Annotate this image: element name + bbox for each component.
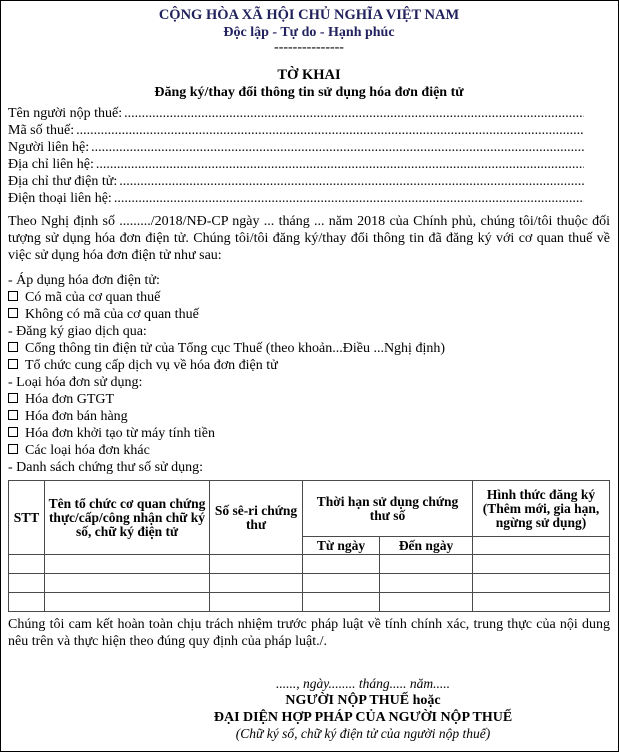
field-input-line[interactable] (76, 122, 584, 139)
field-label: Người liên hệ: (8, 140, 90, 155)
table-cell (9, 574, 45, 593)
form-subtitle: Đăng ký/thay đổi thông tin sử dụng hóa đơn điện tử (154, 85, 464, 100)
checkbox-icon (8, 410, 18, 420)
section-danh-sach-chung-thu (8, 459, 610, 476)
col-header-stt: STT (9, 481, 45, 555)
option-label: Tổ chức cung cấp dịch vụ về hóa đơn điện tử (25, 358, 278, 373)
option-hoa-don-khac[interactable] (8, 442, 610, 459)
checkbox-icon (8, 291, 18, 301)
section-dang-ky-giao-dich (8, 323, 610, 340)
field-label: Tên người nộp thuế: (8, 106, 123, 121)
field-input-line[interactable] (91, 139, 584, 156)
signature-date-line: ......, ngày........ tháng..... năm..... (276, 676, 450, 691)
table-cell (210, 555, 303, 574)
col-header-empty-cell (473, 537, 610, 555)
option-hoa-don-may-tinh-tien[interactable] (8, 425, 610, 442)
field-contact-address[interactable] (8, 156, 610, 173)
table-row (9, 574, 610, 593)
table-cell (380, 593, 473, 612)
col-header-from-date: Từ ngày (303, 537, 380, 555)
option-label: Hóa đơn bán hàng (25, 409, 128, 424)
national-motto: Độc lập - Tự do - Hạnh phúc (223, 25, 395, 40)
option-label: Cổng thông tin điện tử của Tổng cục Thuế (theo khoản...Điều ...Nghị định) (25, 341, 445, 356)
checkbox-icon (8, 444, 18, 454)
field-input-line[interactable] (96, 156, 584, 173)
col-header-to-date: Đến ngày (380, 537, 473, 555)
table-cell (473, 593, 610, 612)
table-cell (45, 555, 210, 574)
option-khong-co-ma-co-quan-thue[interactable] (8, 306, 610, 323)
section-loai-hoa-don (8, 374, 610, 391)
field-label: Địa chỉ liên hệ: (8, 157, 94, 172)
option-hoa-don-ban-hang[interactable] (8, 408, 610, 425)
signature-note: (Chữ ký số, chữ ký điện tử của người nộp thuế) (235, 726, 491, 741)
signer-title-line1: NGƯỜI NỘP THUẾ hoặc (285, 693, 441, 708)
field-input-line[interactable] (124, 105, 584, 122)
taxpayer-info-fields (8, 105, 610, 207)
checkbox-icon (8, 393, 18, 403)
checkbox-icon (8, 427, 18, 437)
table-cell (9, 555, 45, 574)
field-input-line[interactable] (119, 173, 584, 190)
table-cell (303, 555, 380, 574)
header-divider: --------------- (274, 40, 344, 55)
field-label: Địa chỉ thư điện tử: (8, 174, 118, 189)
field-label: Mã số thuế: (8, 123, 75, 138)
checkbox-icon (8, 342, 18, 352)
option-label: Các loại hóa đơn khác (25, 443, 150, 458)
checkbox-icon (8, 359, 18, 369)
option-co-ma-co-quan-thue[interactable] (8, 289, 610, 306)
field-tax-code[interactable] (8, 122, 610, 139)
intro-paragraph: Theo Nghị định số ........./2018/NĐ-CP ngày ... tháng ... năm 2018 của Chính phủ, chúng tôi/tôi thuộc đối tượng sử dụng hóa đơn điện tử. Chúng tôi/tôi đăng ký/thay đổi thông tin đã đăng ký với cơ quan thuế về việc sử dụng hóa đơn điện tử như sau: (8, 214, 610, 263)
table-cell (303, 574, 380, 593)
option-cong-thong-tin-tong-cuc-thue[interactable] (8, 340, 610, 357)
section-label: - Áp dụng hóa đơn điện tử: (8, 273, 160, 288)
col-header-org: Tên tổ chức cơ quan chứng thực/cấp/công nhận chữ ký số, chữ ký điện tử (45, 481, 210, 555)
section-ap-dung-hoa-don (8, 272, 610, 289)
field-input-line[interactable] (114, 190, 584, 207)
option-hoa-don-gtgt[interactable] (8, 391, 610, 408)
field-contact-person[interactable] (8, 139, 610, 156)
field-email-address[interactable] (8, 173, 610, 190)
table-cell (473, 574, 610, 593)
option-label: Hóa đơn GTGT (25, 392, 115, 407)
option-label: Không có mã của cơ quan thuế (25, 307, 199, 322)
declaration-options (8, 272, 610, 476)
table-cell (303, 593, 380, 612)
signer-title-line2: ĐẠI DIỆN HỢP PHÁP CỦA NGƯỜI NỘP THUẾ (213, 710, 513, 725)
table-cell (473, 555, 610, 574)
commitment-paragraph: Chúng tôi cam kết hoàn toàn chịu trách nhiệm trước pháp luật về tính chính xác, trung thực của nội dung nêu trên và thực hiện theo đúng quy định của pháp luật./. (8, 617, 610, 649)
col-header-serial: Số sê-ri chứng thư (210, 481, 303, 555)
table-cell (45, 593, 210, 612)
table-row (9, 555, 610, 574)
section-label: - Loại hóa đơn sử dụng: (8, 375, 143, 390)
field-contact-phone[interactable] (8, 190, 610, 207)
table-row (9, 593, 610, 612)
table-cell (380, 555, 473, 574)
option-label: Hóa đơn khởi tạo từ máy tính tiền (25, 426, 215, 441)
section-label: - Đăng ký giao dịch qua: (8, 324, 147, 339)
national-title: CỘNG HÒA XÃ HỘI CHỦ NGHĨA VIỆT NAM (158, 7, 460, 23)
table-cell (210, 593, 303, 612)
field-taxpayer-name[interactable] (8, 105, 610, 122)
form-title: TỜ KHAI (277, 67, 341, 83)
table-cell (45, 574, 210, 593)
table-cell (210, 574, 303, 593)
section-label: - Danh sách chứng thư số sử dụng: (8, 460, 204, 475)
option-to-chuc-cung-cap-dich-vu[interactable] (8, 357, 610, 374)
table-cell (380, 574, 473, 593)
certificates-table (8, 480, 610, 612)
col-header-duration: Thời hạn sử dụng chứng thư số (303, 481, 473, 537)
signature-block (128, 676, 598, 742)
field-label: Điện thoại liên hệ: (8, 191, 112, 206)
table-cell (9, 593, 45, 612)
option-label: Có mã của cơ quan thuế (25, 290, 161, 305)
col-header-reg-type: Hình thức đăng ký (Thêm mới, gia hạn, ngừng sử dụng) (473, 481, 610, 537)
checkbox-icon (8, 308, 18, 318)
